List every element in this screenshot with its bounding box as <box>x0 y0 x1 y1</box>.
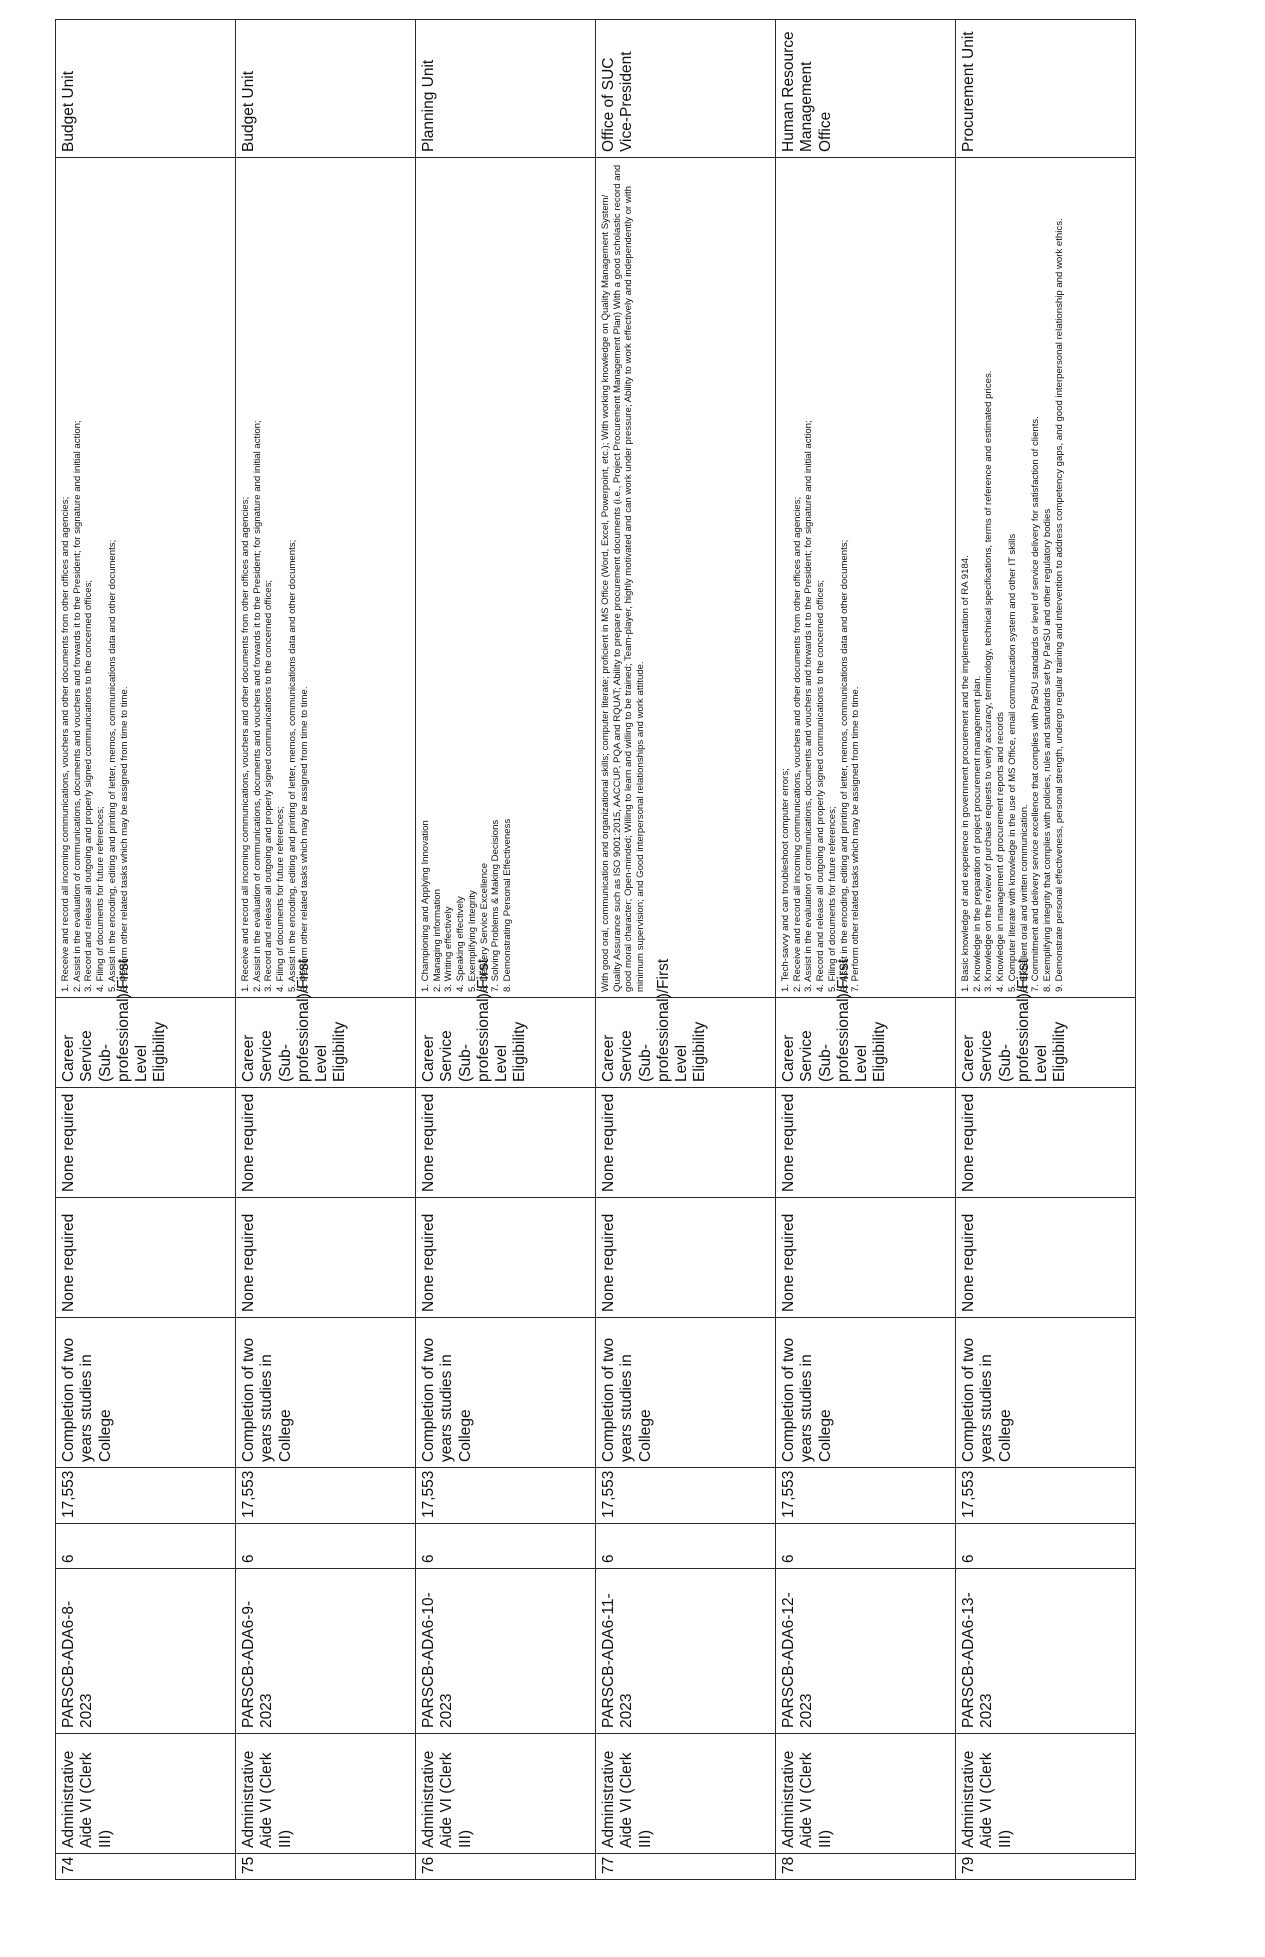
competency-item: 2. Assist in the evaluation of communications, documents and vouchers and forwards it to the President; for signature and initial action; <box>71 420 83 992</box>
competency-list <box>56 158 236 998</box>
training-requirement: None required <box>956 1198 1136 1318</box>
eligibility-requirement: Career Service (Sub-professional)/First Level Eligibility <box>56 998 236 1088</box>
plantilla-item-number: PARSCB-ADA6-9-2023 <box>236 1569 416 1734</box>
plantilla-item-number: PARSCB-ADA6-8-2023 <box>56 1569 236 1734</box>
row-number: 76 <box>416 1854 596 1880</box>
row-number: 74 <box>56 1854 236 1880</box>
monthly-salary: 17,553 <box>596 1468 776 1524</box>
place-of-assignment: Budget Unit <box>236 20 416 158</box>
eligibility-requirement: Career Service (Sub-professional)/First Level Eligibility <box>596 998 776 1088</box>
row-number: 78 <box>776 1854 956 1880</box>
competency-item: 3. Writing effectively <box>443 906 455 992</box>
salary-grade: 6 <box>416 1524 596 1569</box>
education-requirement: Completion of two years studies in College <box>56 1318 236 1468</box>
plantilla-item-number: PARSCB-ADA6-13-2023 <box>956 1569 1136 1734</box>
competency-item: 4. Knowledge in management of procurement reports and records <box>995 712 1007 992</box>
competency-item: 8. Demonstrating Personal Effectiveness <box>501 818 513 992</box>
experience-requirement: None required <box>416 1088 596 1198</box>
competency-item: 4. Filing of documents for future references; <box>95 806 107 992</box>
eligibility-requirement: Career Service (Sub-professional)/First Level Eligibility <box>776 998 956 1088</box>
experience-requirement: None required <box>596 1088 776 1198</box>
competency-item: 2. Managing information <box>431 889 443 992</box>
competency-item: 6. Perform other related tasks which may be assigned from time to time. <box>298 686 310 992</box>
competency-item: 1. Receive and record all incoming communications, vouchers and other documents from other offices and agencies; <box>240 496 251 992</box>
competency-item: 7. Perform other related tasks which may be assigned from time to time. <box>850 686 862 992</box>
competency-item: 5. Assist in the encoding, editing and printing of letter, memos, communications data and other documents; <box>286 539 298 992</box>
monthly-salary: 17,553 <box>956 1468 1136 1524</box>
table-row <box>416 20 596 1880</box>
salary-grade: 6 <box>956 1524 1136 1569</box>
experience-requirement: None required <box>776 1088 956 1198</box>
education-requirement: Completion of two years studies in College <box>236 1318 416 1468</box>
eligibility-requirement: Career Service (Sub-professional)/First Level Eligibility <box>416 998 596 1088</box>
competency-item: 5. Filing of documents for future references; <box>826 806 838 992</box>
job-vacancy-table <box>55 19 1136 1880</box>
competency-item: 6. Excellent oral and written communication. <box>1018 804 1030 992</box>
plantilla-item-number: PARSCB-ADA6-11-2023 <box>596 1569 776 1734</box>
training-requirement: None required <box>596 1198 776 1318</box>
competency-item: 4. Record and release all outgoing and properly signed communications to the concerned offices; <box>815 579 827 992</box>
education-requirement: Completion of two years studies in College <box>776 1318 956 1468</box>
competency-item: 6. Delivery Service Excellence <box>478 862 490 992</box>
monthly-salary: 17,553 <box>416 1468 596 1524</box>
table-row <box>956 20 1136 1880</box>
competency-item: 7. Solving Problems & Making Decisions <box>490 819 502 992</box>
salary-grade: 6 <box>596 1524 776 1569</box>
row-number: 75 <box>236 1854 416 1880</box>
row-number: 79 <box>956 1854 1136 1880</box>
competency-item: With good oral, communication and organizational skills; computer literate; proficient in MS Office (Word, Excel, Powerpoint, etc.); With working knowledge on Quality Management System/ Quality Assurance such as ISO 9001:2015, AACCUP, PQA and RQUAT; Ability to prepare procurement documents (i.e., Project Procurement Management Plan) With a good scholastic record and good moral character; Open-minded; Willing to learn and willing to be trained; Team-player, highly motivated and can work under pressure; Ability to work effectively and independently or with minimum supervision; and Good interpersonal relationships and work attitude. <box>600 164 647 992</box>
position-title: Administrative Aide VI (Clerk III) <box>416 1734 596 1854</box>
competency-item: 5. Assist in the encoding, editing and printing of letter, memos, communications data and other documents; <box>106 539 118 992</box>
competency-item: 4. Speaking effectively <box>455 896 467 992</box>
salary-grade: 6 <box>236 1524 416 1569</box>
position-title: Administrative Aide VI (Clerk III) <box>596 1734 776 1854</box>
competency-item: 3. Record and release all outgoing and properly signed communications to the concerned offices; <box>83 579 95 992</box>
place-of-assignment: Planning Unit <box>416 20 596 158</box>
competency-item: 1. Receive and record all incoming communications, vouchers and other documents from other offices and agencies; <box>60 496 71 992</box>
education-requirement: Completion of two years studies in College <box>416 1318 596 1468</box>
competency-item: 6. Perform other related tasks which may be assigned from time to time. <box>118 686 130 992</box>
position-title: Administrative Aide VI (Clerk III) <box>776 1734 956 1854</box>
experience-requirement: None required <box>236 1088 416 1198</box>
competency-item: 2. Knowledge in the preparation of project procurement management plan. <box>971 675 983 992</box>
monthly-salary: 17,553 <box>236 1468 416 1524</box>
position-title: Administrative Aide VI (Clerk III) <box>236 1734 416 1854</box>
competency-item: 3. Knowledge on the review of purchase requests to verify accuracy, terminology, technical specifications, terms of reference and estimated prices. <box>983 370 995 992</box>
table-row <box>596 20 776 1880</box>
competency-item: 9. Demonstrate personal effectiveness, personal strength, undergo regular training and intervention to address competency gaps, and good interpersonal relationship and work ethics. <box>1053 218 1065 992</box>
competency-item: 5. Computer literate with knowledge in the use of MS Office, email communication system and other IT skills <box>1006 533 1018 992</box>
experience-requirement: None required <box>56 1088 236 1198</box>
table-row <box>236 20 416 1880</box>
row-number: 77 <box>596 1854 776 1880</box>
competency-list <box>776 158 956 998</box>
position-title: Administrative Aide VI (Clerk III) <box>56 1734 236 1854</box>
competency-item: 4. Filing of documents for future references; <box>275 806 287 992</box>
training-requirement: None required <box>236 1198 416 1318</box>
salary-grade: 6 <box>56 1524 236 1569</box>
competency-item: 5. Exemplifying Integrity <box>466 890 478 992</box>
place-of-assignment: Budget Unit <box>56 20 236 158</box>
competency-list <box>416 158 596 998</box>
eligibility-requirement: Career Service (Sub-professional)/First Level Eligibility <box>236 998 416 1088</box>
eligibility-requirement: Career Service (Sub-professional)/First Level Eligibility <box>956 998 1136 1088</box>
training-requirement: None required <box>56 1198 236 1318</box>
training-requirement: None required <box>776 1198 956 1318</box>
rotated-document-page <box>55 20 1135 1880</box>
competency-item: 2. Receive and record all incoming communications, vouchers and other documents from other offices and agencies; <box>791 496 803 992</box>
place-of-assignment: Human Resource Management Office <box>776 20 956 158</box>
position-title: Administrative Aide VI (Clerk III) <box>956 1734 1136 1854</box>
competency-item: 6. Assist in the encoding, editing and printing of letter, memos, communications data and other documents; <box>838 539 850 992</box>
competency-item: 1. Tech-savvy and can troubleshoot computer errors; <box>780 768 791 992</box>
competency-item: 8. Exemplifying integrity that complies with policies, rules and standards set by ParSU and other regulatory bodies <box>1041 508 1053 992</box>
competency-item: 3. Assist in the evaluation of communications, documents and vouchers and forwards it to the President; for signature and initial action; <box>803 420 815 992</box>
competency-item: 7. Commitment and delivery service excellence that complies with ParSU standards or level of service delivery for satisfaction of clients. <box>1030 416 1042 992</box>
competency-list <box>236 158 416 998</box>
place-of-assignment: Procurement Unit <box>956 20 1136 158</box>
place-of-assignment: Office of SUC Vice-President <box>596 20 776 158</box>
competency-item: 1. Basic knowledge of and experience in government procurement and the implementation of RA 9184. <box>960 555 971 992</box>
table-row <box>56 20 236 1880</box>
monthly-salary: 17,553 <box>776 1468 956 1524</box>
salary-grade: 6 <box>776 1524 956 1569</box>
training-requirement: None required <box>416 1198 596 1318</box>
plantilla-item-number: PARSCB-ADA6-12-2023 <box>776 1569 956 1734</box>
monthly-salary: 17,553 <box>56 1468 236 1524</box>
competency-list <box>956 158 1136 998</box>
education-requirement: Completion of two years studies in College <box>956 1318 1136 1468</box>
table-row <box>776 20 956 1880</box>
experience-requirement: None required <box>956 1088 1136 1198</box>
competency-item: 2. Assist in the evaluation of communications, documents and vouchers and forwards it to the President; for signature and initial action; <box>251 420 263 992</box>
education-requirement: Completion of two years studies in College <box>596 1318 776 1468</box>
plantilla-item-number: PARSCB-ADA6-10-2023 <box>416 1569 596 1734</box>
competency-item: 3. Record and release all outgoing and properly signed communications to the concerned offices; <box>263 579 275 992</box>
competency-list <box>596 158 776 998</box>
competency-item: 1. Championing and Applying Innovation <box>420 820 431 992</box>
